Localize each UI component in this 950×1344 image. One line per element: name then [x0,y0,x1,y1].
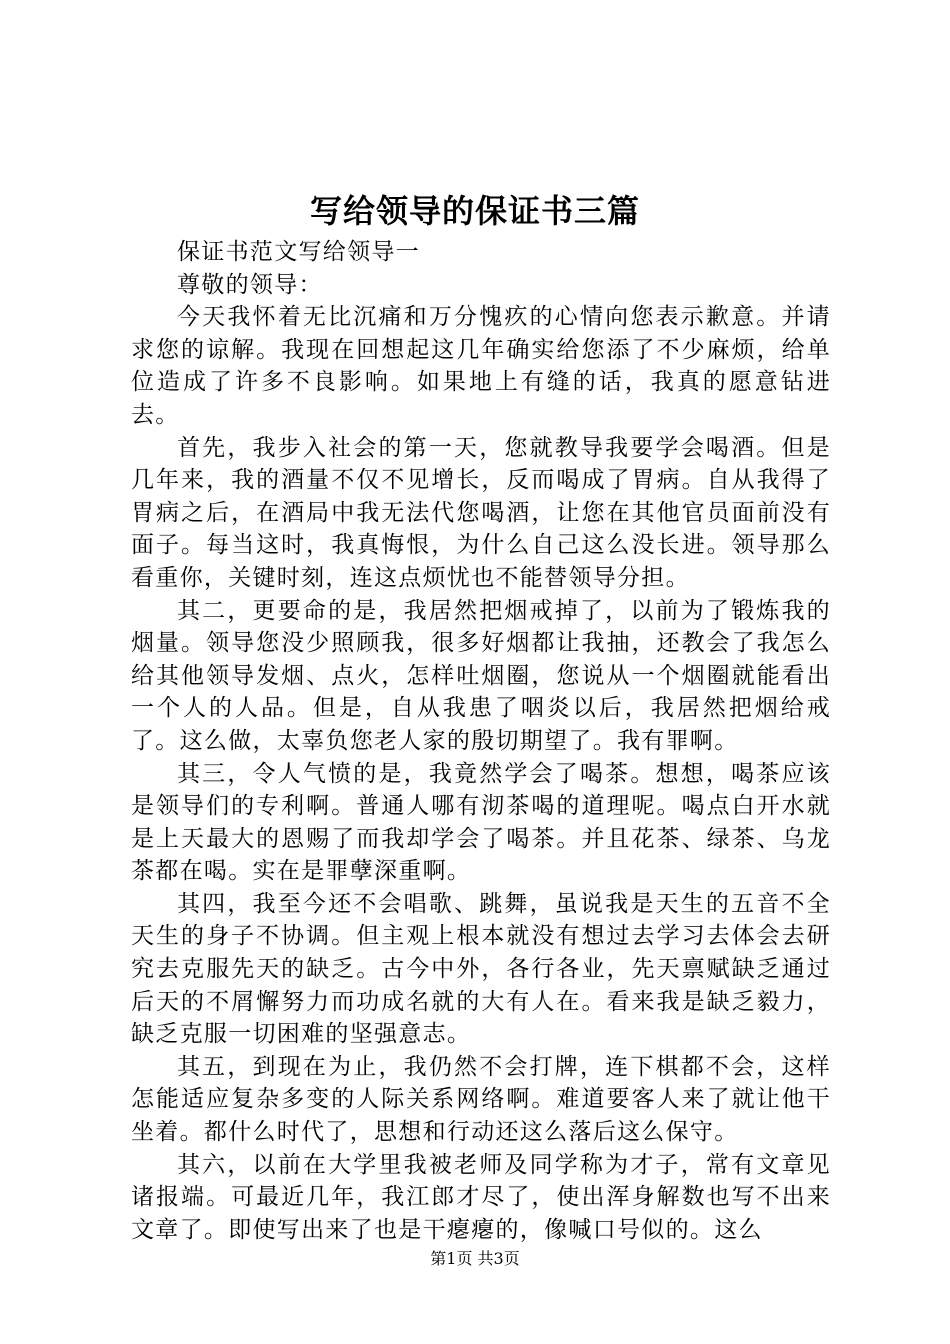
salutation: 尊敬的领导： [177,271,323,298]
body-paragraph: 今天我怀着无比沉痛和万分愧疚的心情向您表示歉意。并请求您的谅解。我现在回想起这几年确实给您添了不少麻烦，给单位造成了许多不良影响。如果地上有缝的话，我真的愿意钻进去。 [131,304,831,428]
body-paragraph: 其四，我至今还不会唱歌、跳舞，虽说我是天生的五音不全天生的身子不协调。但主观上根本就没有想过去学习去体会去研究去克服先天的缺乏。古今中外，各行各业，先天禀赋缺乏通过后天的不屑懈努力而功成名就的大有人在。看来我是缺乏毅力，缺乏克服一切困难的坚强意志。 [131,890,831,1048]
document-body [131,236,831,1246]
section-heading: 保证书范文写给领导一 [177,239,420,265]
body-paragraph: 其二，更要命的是，我居然把烟戒掉了，以前为了锻炼我的烟量。领导您没少照顾我，很多好烟都让我抽，还教会了我怎么给其他领导发烟、点火，怎样吐烟圈，您说从一个烟圈就能看出一个人的人品。但是，自从我患了咽炎以后，我居然把烟给戒了。这么做，太辜负您老人家的殷切期望了。我有罪啊。 [131,597,831,754]
body-paragraph: 其六，以前在大学里我被老师及同学称为才子，常有文章见诸报端。可最近几年，我江郎才尽了，使出浑身解数也写不出来文章了。即使写出来了也是干瘪瘪的，像喊口号似的。这么 [131,1151,831,1243]
body-paragraph: 首先，我步入社会的第一天，您就教导我要学会喝酒。但是几年来，我的酒量不仅不见增长，反而喝成了胃病。自从我得了胃病之后，在酒局中我无法代您喝酒，让您在其他官员面前没有面子。每当这时，我真悔恨，为什么自己这么没长进。领导那么看重你，关键时刻，连这点烦忧也不能替领导分担。 [131,434,831,591]
document-title: 写给领导的保证书三篇 [309,192,640,230]
page-number: 第1页 共3页 [430,1249,520,1268]
body-paragraph: 其五，到现在为止，我仍然不会打牌，连下棋都不会，这样怎能适应复杂多变的人际关系网络啊。难道要客人来了就让他干坐着。都什么时代了，思想和行动还这么落后这么保守。 [131,1053,831,1146]
body-paragraph: 其三，令人气愤的是，我竟然学会了喝茶。想想，喝茶应该是领导们的专利啊。普通人哪有沏茶喝的道理呢。喝点白开水就是上天最大的恩赐了而我却学会了喝茶。并且花茶、绿茶、乌龙茶都在喝。实在是罪孽深重啊。 [131,760,831,885]
